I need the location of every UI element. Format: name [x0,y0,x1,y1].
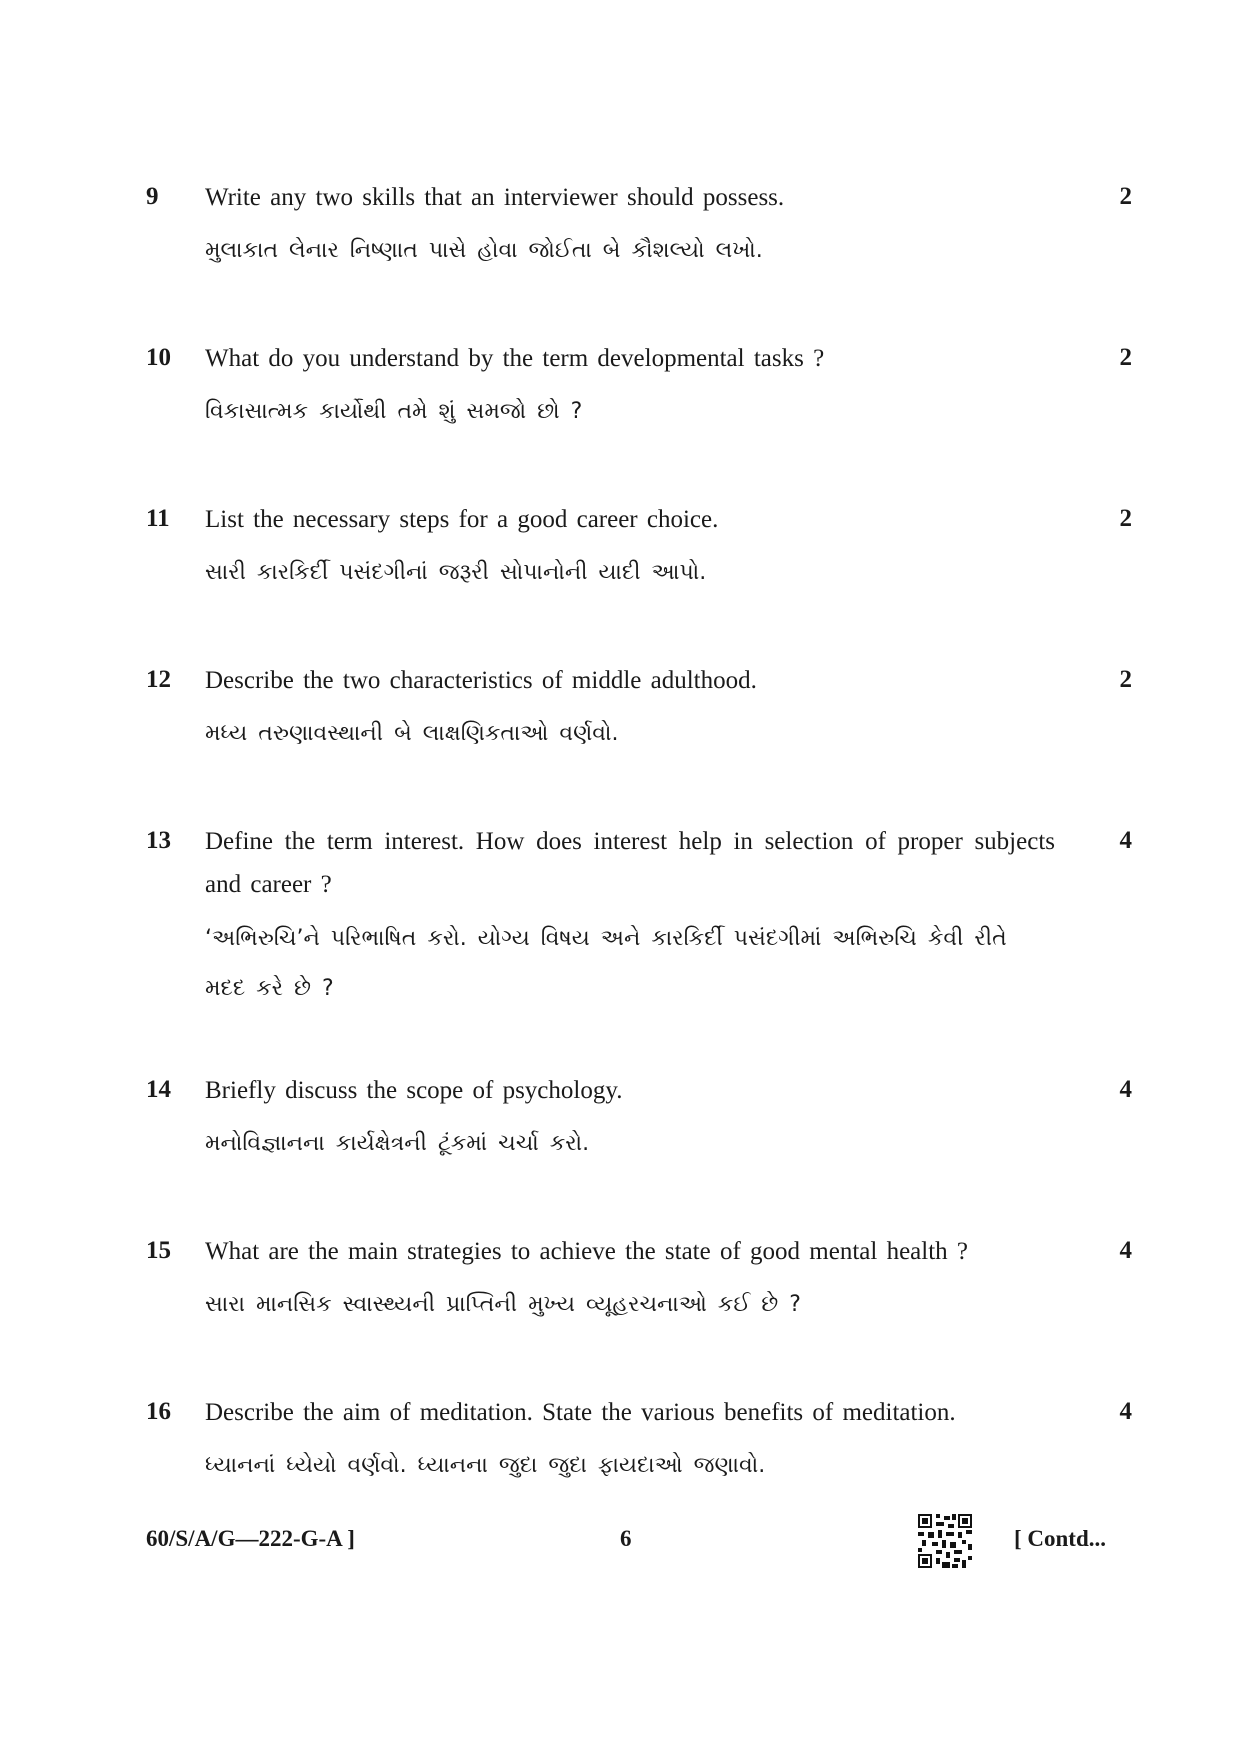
question-text-english: What are the main strategies to achieve the state of good mental health ? [205,1238,969,1265]
question-text-english: Describe the aim of meditation. State the various benefits of meditation. [205,1399,956,1426]
question-text-gujarati: વિકાસાત્મક કાર્યોથી તમે શું સમજો છો ? [205,399,583,424]
question-text-english: Write any two skills that an interviewer should possess. [205,184,785,211]
question-marks: 4 [1119,1076,1132,1103]
question-text-gujarati: ‘અભિરુચિ’ને પરિભાષિત કરો. યોગ્ય વિષય અને કારકિર્દી પસંદગીમાં અભિરુચિ કેવી રીતે મદદ કરે છે ? [205,926,1007,1001]
question-text-gujarati: મનોવિજ્ઞાનના કાર્યક્ષેત્રની ટૂંકમાં ચર્ચા કરો. [205,1131,590,1156]
question-number: 11 [146,505,170,532]
question-number: 12 [146,666,171,693]
question-marks: 4 [1119,1237,1132,1264]
question-text-gujarati: સારી કારકિર્દી પસંદગીનાં જરૂરી સોપાનોની યાદી આપો. [205,560,707,585]
question-text-gujarati: મધ્ય તરુણાવસ્થાની બે લાક્ષણિકતાઓ વર્ણવો. [205,721,619,746]
question-number: 10 [146,344,171,371]
paper-code: 60/S/A/G—222-G-A ] [146,1526,355,1551]
question-marks: 4 [1119,827,1132,854]
page-number: 6 [620,1526,632,1551]
question-number: 13 [146,827,171,854]
question-marks: 2 [1119,505,1132,532]
question-text-gujarati: ધ્યાનનાં ધ્યેયો વર્ણવો. ધ્યાનના જુદા જુદા ફાયદાઓ જણાવો. [205,1453,766,1478]
question-number: 15 [146,1237,171,1264]
question-number: 16 [146,1398,171,1425]
question-marks: 2 [1119,344,1132,371]
continued-label: [ Contd... [1014,1526,1107,1551]
question-number: 9 [146,183,159,210]
question-text-english: Describe the two characteristics of middle adulthood. [205,667,757,694]
question-marks: 4 [1119,1398,1132,1425]
qr-code-icon [918,1514,972,1568]
question-text-english: What do you understand by the term developmental tasks ? [205,345,825,372]
question-marks: 2 [1119,183,1132,210]
question-text-english: Briefly discuss the scope of psychology. [205,1077,623,1104]
question-number: 14 [146,1076,171,1103]
question-text-english: List the necessary steps for a good career choice. [205,506,719,533]
question-text-gujarati: મુલાકાત લેનાર નિષ્ણાત પાસે હોવા જોઈતા બે કૌશલ્યો લખો. [205,238,763,263]
question-marks: 2 [1119,666,1132,693]
question-text-gujarati: સારા માનસિક સ્વાસ્થ્યની પ્રાપ્તિની મુખ્ય વ્યૂહરચનાઓ કઈ છે ? [205,1292,801,1317]
question-text-english: Define the term interest. How does interest help in selection of proper subjects and career ? [205,828,1055,898]
